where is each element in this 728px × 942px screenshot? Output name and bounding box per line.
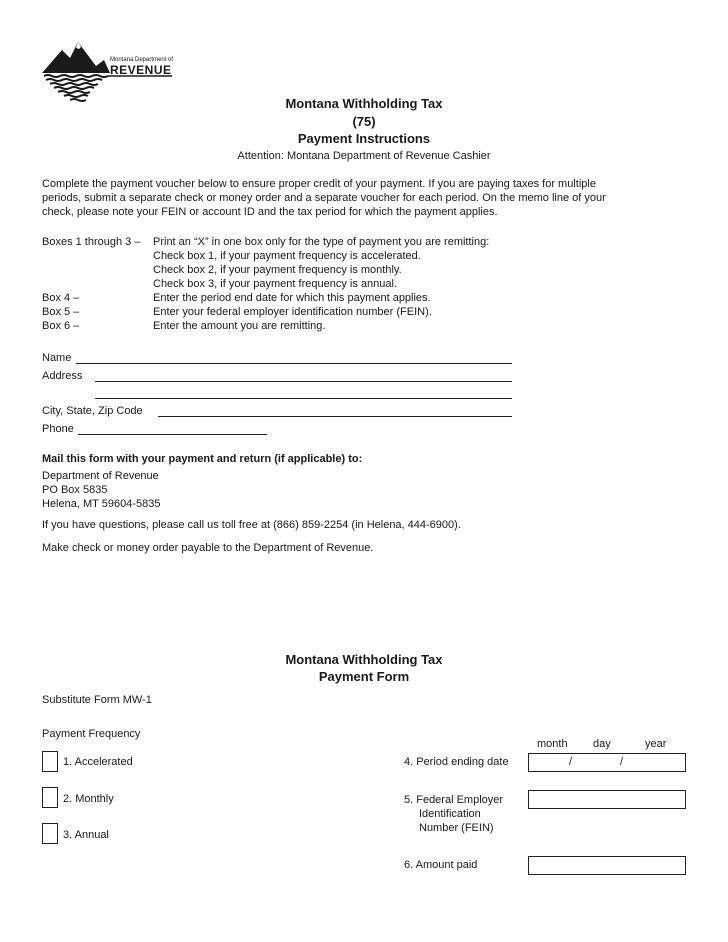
substitute-form-label: Substitute Form MW-1 bbox=[42, 694, 152, 706]
fein-label-line-2: Identification bbox=[419, 808, 481, 820]
period-ending-label: 4. Period ending date bbox=[404, 756, 509, 768]
intro-line-1: Complete the payment voucher below to ensure proper credit of your payment. If you are paying taxes for multiple bbox=[42, 178, 596, 190]
attention-line: Attention: Montana Department of Revenue Cashier bbox=[237, 150, 491, 162]
form-subtitle: Payment Form bbox=[318, 669, 410, 684]
date-month-label: month bbox=[537, 738, 568, 750]
instruction-text: Enter your federal employer identification number (FEIN). bbox=[153, 306, 432, 318]
fein-label-line-1: 5. Federal Employer bbox=[404, 794, 504, 806]
city-state-zip-field[interactable] bbox=[158, 416, 512, 417]
date-day-label: day bbox=[593, 738, 611, 750]
payment-frequency-label: Payment Frequency bbox=[42, 728, 141, 740]
page-subtitle: Payment Instructions bbox=[297, 131, 431, 146]
phone-label: Phone bbox=[42, 423, 74, 435]
address-field-2[interactable] bbox=[95, 398, 512, 399]
name-field[interactable] bbox=[76, 363, 512, 364]
date-year-label: year bbox=[645, 738, 667, 750]
intro-line-2: periods, submit a separate check or money order and a separate voucher for each period. On the memo line of your bbox=[42, 192, 606, 204]
city-label: City, State, Zip Code bbox=[42, 405, 143, 417]
instruction-label: Box 6 – bbox=[42, 320, 80, 332]
instruction-text: Enter the period end date for which this payment applies. bbox=[153, 292, 431, 304]
form-title: Montana Withholding Tax bbox=[285, 652, 443, 667]
instruction-text: Check box 3, if your payment frequency is annual. bbox=[153, 278, 397, 290]
page-title-code: (75) bbox=[352, 114, 376, 129]
instruction-label: Boxes 1 through 3 – bbox=[42, 236, 141, 248]
phone-field[interactable] bbox=[78, 434, 267, 435]
accelerated-label: 1. Accelerated bbox=[63, 756, 133, 768]
address-field-1[interactable] bbox=[95, 381, 512, 382]
fein-input[interactable] bbox=[528, 790, 686, 809]
instruction-text: Print an “X” in one box only for the type of payment you are remitting: bbox=[153, 236, 490, 248]
amount-paid-label: 6. Amount paid bbox=[404, 859, 478, 871]
mail-address-line-3: Helena, MT 59604-5835 bbox=[42, 498, 161, 510]
period-ending-date-input[interactable] bbox=[528, 753, 686, 772]
instruction-text: Enter the amount you are remitting. bbox=[153, 320, 326, 332]
logo-dept-text: Montana Department of bbox=[110, 57, 174, 63]
accelerated-checkbox[interactable] bbox=[42, 751, 58, 772]
logo-revenue-text: REVENUE bbox=[110, 63, 172, 77]
monthly-label: 2. Monthly bbox=[63, 793, 114, 805]
mail-address-line-2: PO Box 5835 bbox=[42, 484, 108, 496]
instruction-text: Check box 1, if your payment frequency is accelerated. bbox=[153, 250, 421, 262]
page-title: Montana Withholding Tax bbox=[285, 96, 443, 111]
intro-line-3: check, please note your FEIN or account ID and the tax period for which the payment applies. bbox=[42, 206, 498, 218]
name-label: Name bbox=[42, 352, 72, 364]
monthly-checkbox[interactable] bbox=[42, 787, 58, 808]
address-label: Address bbox=[42, 370, 83, 382]
payable-text: Make check or money order payable to the Department of Revenue. bbox=[42, 542, 374, 554]
amount-paid-input[interactable] bbox=[528, 856, 686, 875]
questions-text: If you have questions, please call us toll free at (866) 859-2254 (in Helena, 444-6900). bbox=[42, 519, 461, 531]
fein-label-line-3: Number (FEIN) bbox=[419, 822, 494, 834]
instruction-label: Box 4 – bbox=[42, 292, 80, 304]
date-separator: / bbox=[569, 756, 573, 768]
annual-label: 3. Annual bbox=[63, 829, 109, 841]
annual-checkbox[interactable] bbox=[42, 823, 58, 844]
date-separator: / bbox=[620, 756, 624, 768]
instruction-text: Check box 2, if your payment frequency is monthly. bbox=[153, 264, 402, 276]
mail-heading: Mail this form with your payment and return (if applicable) to: bbox=[42, 453, 363, 465]
instruction-label: Box 5 – bbox=[42, 306, 80, 318]
mail-address-line-1: Department of Revenue bbox=[42, 470, 159, 482]
